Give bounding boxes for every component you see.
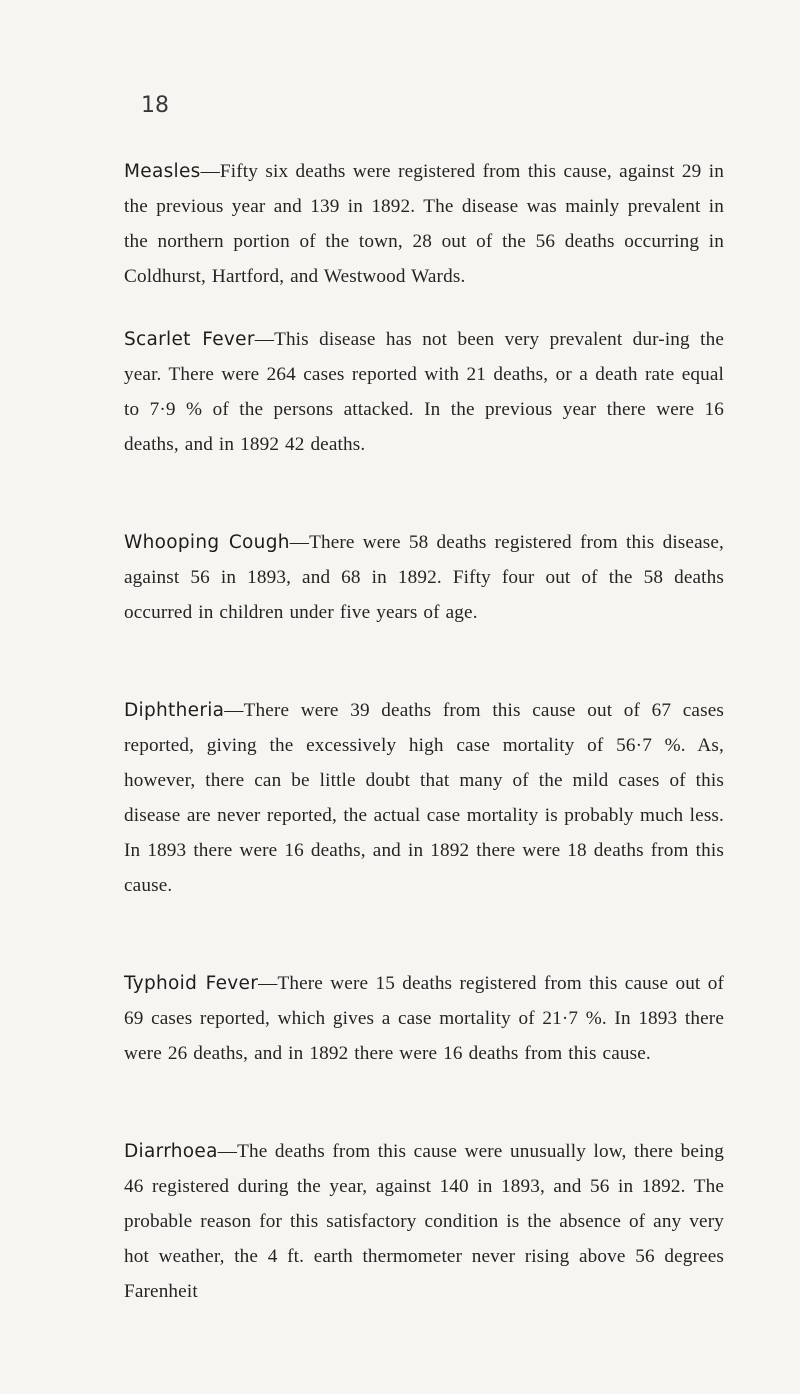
diarrhoea-body: —The deaths from this cause were unusually low, there being 46 registered during the year, against 140 in 1893, and 56 in 1892. The probable reason for this satisfactory condition is the absence of any very hot weather, the 4 ft. earth thermometer never rising above 56 degrees Farenheit — [124, 1141, 724, 1302]
page-number: 18 — [141, 93, 169, 118]
measles-heading: Measles — [124, 161, 201, 182]
typhoid-fever-body: —There were 15 deaths registered from this cause out of 69 cases reported, which gives a case mortality of 21·7 %. In 1893 there were 26 deaths, and in 1892 there were 16 deaths from this cause. — [124, 973, 725, 1064]
diarrhoea-heading: Diarrhoea — [124, 1141, 218, 1162]
diphtheria-body: —There were 39 deaths from this cause out of 67 cases reported, giving the excessively high case mortality of 56·7 %. As, however, there can be little doubt that many of the mild cases of this disease are never reported, the actual case mortality is probably much less. In 1893 there were 16 deaths, and in 1892 there were 18 deaths from this cause. — [124, 700, 724, 896]
measles-paragraph — [124, 154, 724, 294]
whooping-cough-body: —There were 58 deaths registered from this disease, against 56 in 1893, and 68 in 1892. Fifty four out of the 58 deaths occurred in children under five years of age. — [124, 532, 724, 623]
typhoid-fever-paragraph — [124, 966, 724, 1071]
scarlet-fever-paragraph — [124, 322, 724, 462]
typhoid-fever-heading: Typhoid Fever — [124, 973, 259, 994]
whooping-cough-paragraph — [124, 525, 724, 630]
scarlet-fever-body: —This disease has not been very prevalent dur-ing the year. There were 264 cases reported with 21 deaths, or a death rate equal to 7·9 % of the persons attacked. In the previous year there were 16 deaths, and in 1892 42 deaths. — [124, 329, 724, 455]
diarrhoea-paragraph — [124, 1134, 724, 1309]
scarlet-fever-heading: Scarlet Fever — [124, 329, 255, 350]
whooping-cough-heading: Whooping Cough — [124, 532, 290, 553]
diphtheria-paragraph — [124, 693, 724, 903]
measles-body: —Fifty six deaths were registered from this cause, against 29 in the previous year and 139 in 1892. The disease was mainly prevalent in the northern portion of the town, 28 out of the 56 deaths occurring in Coldhurst, Hartford, and Westwood Wards. — [124, 161, 724, 287]
diphtheria-heading: Diphtheria — [124, 700, 225, 721]
